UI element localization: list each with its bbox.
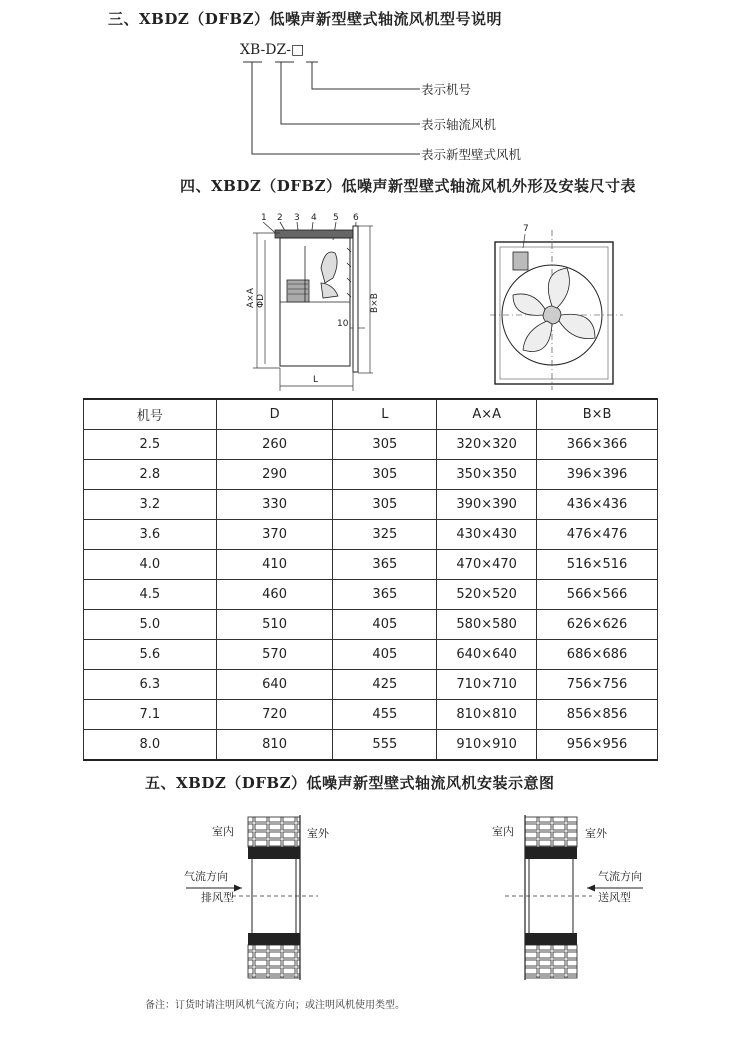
table-cell: 5.6 bbox=[84, 640, 217, 670]
table-row bbox=[84, 730, 658, 761]
table-cell: 710×710 bbox=[437, 670, 537, 700]
dim-length: L bbox=[313, 375, 319, 385]
section5-title: 五、XBDZ（DFBZ）低噪声新型壁式轴流风机安装示意图 bbox=[145, 774, 555, 792]
table-row bbox=[84, 460, 658, 490]
header-bxb: B×B bbox=[537, 399, 658, 430]
code-part-xb: XB bbox=[240, 42, 261, 58]
part-number-2: 2 bbox=[277, 213, 283, 223]
code-part-dz: DZ bbox=[265, 42, 287, 58]
table-cell: 520×520 bbox=[437, 580, 537, 610]
part-number-5: 5 bbox=[333, 213, 339, 223]
right-indoor-label: 室内 bbox=[492, 825, 514, 838]
table-cell: 555 bbox=[333, 730, 437, 761]
table-cell: 720 bbox=[216, 700, 333, 730]
table-cell: 305 bbox=[333, 490, 437, 520]
left-outdoor-label: 室外 bbox=[307, 827, 329, 840]
dim-diameter: ΦD bbox=[256, 293, 266, 308]
right-outdoor-label: 室外 bbox=[585, 827, 607, 840]
table-cell: 390×390 bbox=[437, 490, 537, 520]
table-cell: 350×350 bbox=[437, 460, 537, 490]
order-note: 备注：订货时请注明风机气流方向；或注明风机使用类型。 bbox=[145, 1000, 405, 1011]
table-cell: 3.6 bbox=[84, 520, 217, 550]
table-row bbox=[84, 700, 658, 730]
table-cell: 516×516 bbox=[537, 550, 658, 580]
table-cell: 470×470 bbox=[437, 550, 537, 580]
part-number-6: 6 bbox=[353, 213, 359, 223]
part-number-4: 4 bbox=[311, 213, 317, 223]
table-cell: 370 bbox=[216, 520, 333, 550]
table-cell: 570 bbox=[216, 640, 333, 670]
table-cell: 430×430 bbox=[437, 520, 537, 550]
header-axa: A×A bbox=[437, 399, 537, 430]
part-number-1: 1 bbox=[261, 213, 267, 223]
table-cell: 910×910 bbox=[437, 730, 537, 761]
header-l: L bbox=[333, 399, 437, 430]
table-cell: 580×580 bbox=[437, 610, 537, 640]
table-cell: 290 bbox=[216, 460, 333, 490]
right-flow-label: 气流方向 bbox=[598, 870, 642, 883]
table-cell: 305 bbox=[333, 460, 437, 490]
table-cell: 686×686 bbox=[537, 640, 658, 670]
section4-title: 四、XBDZ（DFBZ）低噪声新型壁式轴流风机外形及安装尺寸表 bbox=[180, 177, 637, 195]
table-cell: 2.8 bbox=[84, 460, 217, 490]
table-row bbox=[84, 550, 658, 580]
table-cell: 756×756 bbox=[537, 670, 658, 700]
table-cell: 4.0 bbox=[84, 550, 217, 580]
table-row bbox=[84, 640, 658, 670]
table-cell: 7.1 bbox=[84, 700, 217, 730]
code-dash-1: - bbox=[260, 42, 266, 58]
table-cell: 5.0 bbox=[84, 610, 217, 640]
table-cell: 856×856 bbox=[537, 700, 658, 730]
table-cell: 260 bbox=[216, 430, 333, 460]
table-cell: 330 bbox=[216, 490, 333, 520]
section3-title: 三、XBDZ（DFBZ）低噪声新型壁式轴流风机型号说明 bbox=[108, 10, 503, 28]
table-row bbox=[84, 610, 658, 640]
install-diagram-supply bbox=[510, 815, 590, 980]
table-cell: 325 bbox=[333, 520, 437, 550]
table-cell: 455 bbox=[333, 700, 437, 730]
table-cell: 6.3 bbox=[84, 670, 217, 700]
table-header-row bbox=[84, 399, 658, 430]
table-cell: 305 bbox=[333, 430, 437, 460]
code-dash-2: - bbox=[286, 42, 291, 58]
table-cell: 956×956 bbox=[537, 730, 658, 761]
table-cell: 410 bbox=[216, 550, 333, 580]
table-cell: 405 bbox=[333, 640, 437, 670]
table-cell: 425 bbox=[333, 670, 437, 700]
table-row bbox=[84, 520, 658, 550]
left-flow-label: 气流方向 bbox=[184, 870, 228, 883]
table-cell: 320×320 bbox=[437, 430, 537, 460]
left-indoor-label: 室内 bbox=[212, 825, 234, 838]
part-number-7: 7 bbox=[523, 224, 529, 234]
table-cell: 640×640 bbox=[437, 640, 537, 670]
table-cell: 476×476 bbox=[537, 520, 658, 550]
table-cell: 3.2 bbox=[84, 490, 217, 520]
dim-axa: A×A bbox=[246, 288, 256, 308]
table-cell: 366×366 bbox=[537, 430, 658, 460]
table-row bbox=[84, 670, 658, 700]
legend-wall-fan: 表示新型壁式风机 bbox=[421, 147, 522, 162]
table-row bbox=[84, 490, 658, 520]
table-cell: 365 bbox=[333, 550, 437, 580]
table-cell: 626×626 bbox=[537, 610, 658, 640]
fan-front-view-drawing bbox=[495, 220, 630, 390]
table-cell: 396×396 bbox=[537, 460, 658, 490]
header-d: D bbox=[216, 399, 333, 430]
legend-machine-number: 表示机号 bbox=[421, 82, 472, 97]
table-cell: 566×566 bbox=[537, 580, 658, 610]
table-cell: 460 bbox=[216, 580, 333, 610]
part-number-3: 3 bbox=[294, 213, 300, 223]
table-cell: 365 bbox=[333, 580, 437, 610]
fan-side-view-drawing bbox=[225, 208, 385, 393]
header-machine-number: 机号 bbox=[84, 399, 217, 430]
code-part-box: □ bbox=[290, 42, 305, 58]
table-cell: 2.5 bbox=[84, 430, 217, 460]
right-type-label: 送风型 bbox=[598, 891, 631, 904]
table-cell: 810×810 bbox=[437, 700, 537, 730]
table-cell: 436×436 bbox=[537, 490, 658, 520]
dim-10: 10 bbox=[337, 319, 349, 329]
dim-bxb: B×B bbox=[370, 293, 380, 313]
model-code-leader-lines bbox=[0, 0, 740, 170]
legend-axial-fan: 表示轴流风机 bbox=[421, 117, 497, 132]
table-cell: 640 bbox=[216, 670, 333, 700]
table-cell: 4.5 bbox=[84, 580, 217, 610]
table-cell: 405 bbox=[333, 610, 437, 640]
left-type-label: 排风型 bbox=[201, 891, 234, 904]
table-cell: 8.0 bbox=[84, 730, 217, 761]
dimension-table bbox=[83, 398, 658, 761]
table-cell: 810 bbox=[216, 730, 333, 761]
table-cell: 510 bbox=[216, 610, 333, 640]
table-row bbox=[84, 580, 658, 610]
table-row bbox=[84, 430, 658, 460]
